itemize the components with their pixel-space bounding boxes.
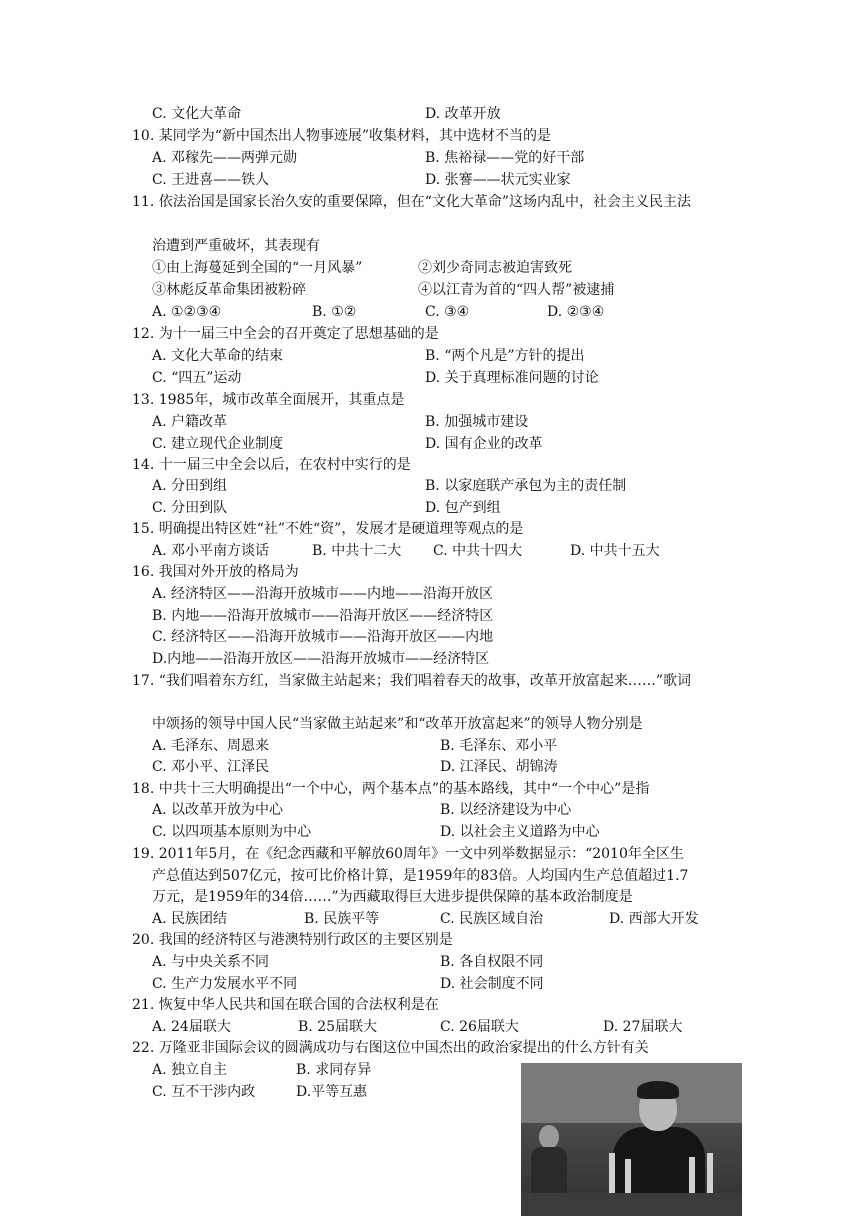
option-d: D. 改革开放 [425,106,501,122]
q16-option-c: C. 经济特区——沿海开放城市——沿海开放区——内地 [152,629,494,645]
q21-option-c: C. 26届联大 [440,1019,519,1035]
q14-option-c: C. 分田到队 [152,500,228,516]
q11-statement-4: ④以江青为首的“四人帮”被逮捕 [418,282,615,298]
photo-background [521,1063,742,1123]
question-21: 21. 恢复中华人民共和国在联合国的合法权利是在 [132,997,439,1013]
microphone [609,1153,615,1193]
q13-option-d: D. 国有企业的改革 [425,436,543,452]
question-14: 14. 十一届三中全会以后，在农村中实行的是 [132,457,411,473]
question-19: 19. 2011年5月，在《纪念西藏和平解放60周年》一文中列举数据显示：“2010年全区生 [132,846,684,862]
q11-statement-1: ①由上海蔓延到全国的“一月风暴” [152,260,363,276]
q22-option-b: B. 求同存异 [296,1062,372,1078]
question-10: 10. 某同学为“新中国杰出人物事迹展”收集材料，其中选材不当的是 [132,128,552,144]
q10-option-b: B. 焦裕禄——党的好干部 [425,150,585,166]
q12-option-a: A. 文化大革命的结束 [152,348,284,364]
question-13: 13. 1985年，城市改革全面展开，其重点是 [132,392,405,408]
q15-option-b: B. 中共十二大 [312,543,402,559]
question-19-cont-2: 万元，是1959年的34倍……”为西藏取得巨大进步提供保障的基本政治制度是 [152,889,633,905]
question-19-cont-1: 产总值达到507亿元，按可比价格计算，是1959年的83倍。人均国内生产总值超过1.7 [152,868,689,884]
question-17: 17. “我们唱着东方红，当家做主站起来；我们唱着春天的故事，改革开放富起来……”歌词 [132,673,692,689]
q19-option-b: B. 民族平等 [304,911,380,927]
question-18: 18. 中共十三大明确提出“一个中心，两个基本点”的基本路线，其中“一个中心”是指 [132,781,650,797]
podium-desk [521,1193,742,1216]
q20-option-c: C. 生产力发展水平不同 [152,976,298,992]
photo-background-figure [539,1125,559,1149]
q16-option-b: B. 内地——沿海开放城市——沿海开放区——经济特区 [152,608,494,624]
q17-option-a: A. 毛泽东、周恩来 [152,738,270,754]
q14-option-d: D. 包产到组 [425,500,501,516]
q17-option-d: D. 江泽民、胡锦涛 [440,759,558,775]
q10-option-d: D. 张謇——状元实业家 [425,172,571,188]
microphone [707,1153,713,1193]
q16-option-d: D.内地——沿海开放区——沿海开放城市——经济特区 [152,651,490,667]
q20-option-b: B. 各自权限不同 [440,954,544,970]
q14-option-b: B. 以家庭联产承包为主的责任制 [425,478,627,494]
q11-option-c: C. ③④ [425,304,470,320]
question-20: 20. 我国的经济特区与港澳特别行政区的主要区别是 [132,932,453,948]
q21-option-d: D. 27届联大 [603,1019,683,1035]
statesman-photo [521,1063,742,1216]
photo-background-figure-body [531,1147,567,1197]
q15-option-d: D. 中共十五大 [570,543,660,559]
q11-option-d: D. ②③④ [547,304,605,320]
question-11-cont: 治遭到严重破坏，其表现有 [152,238,320,254]
q11-statement-3: ③林彪反革命集团被粉碎 [152,282,306,298]
q14-option-a: A. 分田到组 [152,478,228,494]
q20-option-a: A. 与中央关系不同 [152,954,270,970]
question-15: 15. 明确提出特区姓“社”不姓“资”，发展才是硬道理等观点的是 [132,521,524,537]
q15-option-c: C. 中共十四大 [433,543,523,559]
question-16: 16. 我国对外开放的格局为 [132,564,299,580]
q21-option-b: B. 25届联大 [298,1019,378,1035]
q17-option-c: C. 邓小平、江泽民 [152,759,270,775]
q22-option-c: C. 互不干涉内政 [152,1084,256,1100]
option-c: C. 文化大革命 [152,106,242,122]
q18-option-d: D. 以社会主义道路为中心 [440,824,600,840]
q13-option-c: C. 建立现代企业制度 [152,436,284,452]
q15-option-a: A. 邓小平南方谈话 [152,543,270,559]
q19-option-c: C. 民族区域自治 [440,911,544,927]
q19-option-a: A. 民族团结 [152,911,228,927]
q18-option-a: A. 以改革开放为中心 [152,802,284,818]
photo-speaker-hair [637,1081,679,1099]
question-11: 11. 依法治国是国家长治久安的重要保障，但在“文化大革命”这场内乱中，社会主义民主法 [132,194,692,210]
q10-option-c: C. 王进喜——铁人 [152,172,270,188]
q11-option-b: B. ①② [312,304,357,320]
q22-option-a: A. 独立自主 [152,1062,228,1078]
q20-option-d: D. 社会制度不同 [440,976,544,992]
q18-option-c: C. 以四项基本原则为中心 [152,824,312,840]
q21-option-a: A. 24届联大 [152,1019,231,1035]
q13-option-b: B. 加强城市建设 [425,414,529,430]
q11-statement-2: ②刘少奇同志被迫害致死 [418,260,572,276]
q10-option-a: A. 邓稼先——两弹元勋 [152,150,298,166]
q12-option-d: D. 关于真理标准问题的讨论 [425,370,599,386]
q13-option-a: A. 户籍改革 [152,414,228,430]
q22-option-d: D.平等互惠 [296,1084,368,1100]
microphone [689,1157,695,1197]
q12-option-c: C. “四五”运动 [152,370,242,386]
q11-option-a: A. ①②③④ [152,304,222,320]
q19-option-d: D. 西部大开发 [609,911,699,927]
question-22: 22. 万隆亚非国际会议的圆满成功与右图这位中国杰出的政治家提出的什么方针有关 [132,1040,649,1056]
q17-option-b: B. 毛泽东、邓小平 [440,738,558,754]
question-17-cont: 中颂扬的领导中国人民“当家做主站起来”和“改革开放富起来”的领导人物分别是 [152,716,643,732]
question-12: 12. 为十一届三中全会的召开奠定了思想基础的是 [132,326,439,342]
q16-option-a: A. 经济特区——沿海开放城市——内地——沿海开放区 [152,586,494,602]
q12-option-b: B. “两个凡是”方针的提出 [425,348,585,364]
q18-option-b: B. 以经济建设为中心 [440,802,572,818]
